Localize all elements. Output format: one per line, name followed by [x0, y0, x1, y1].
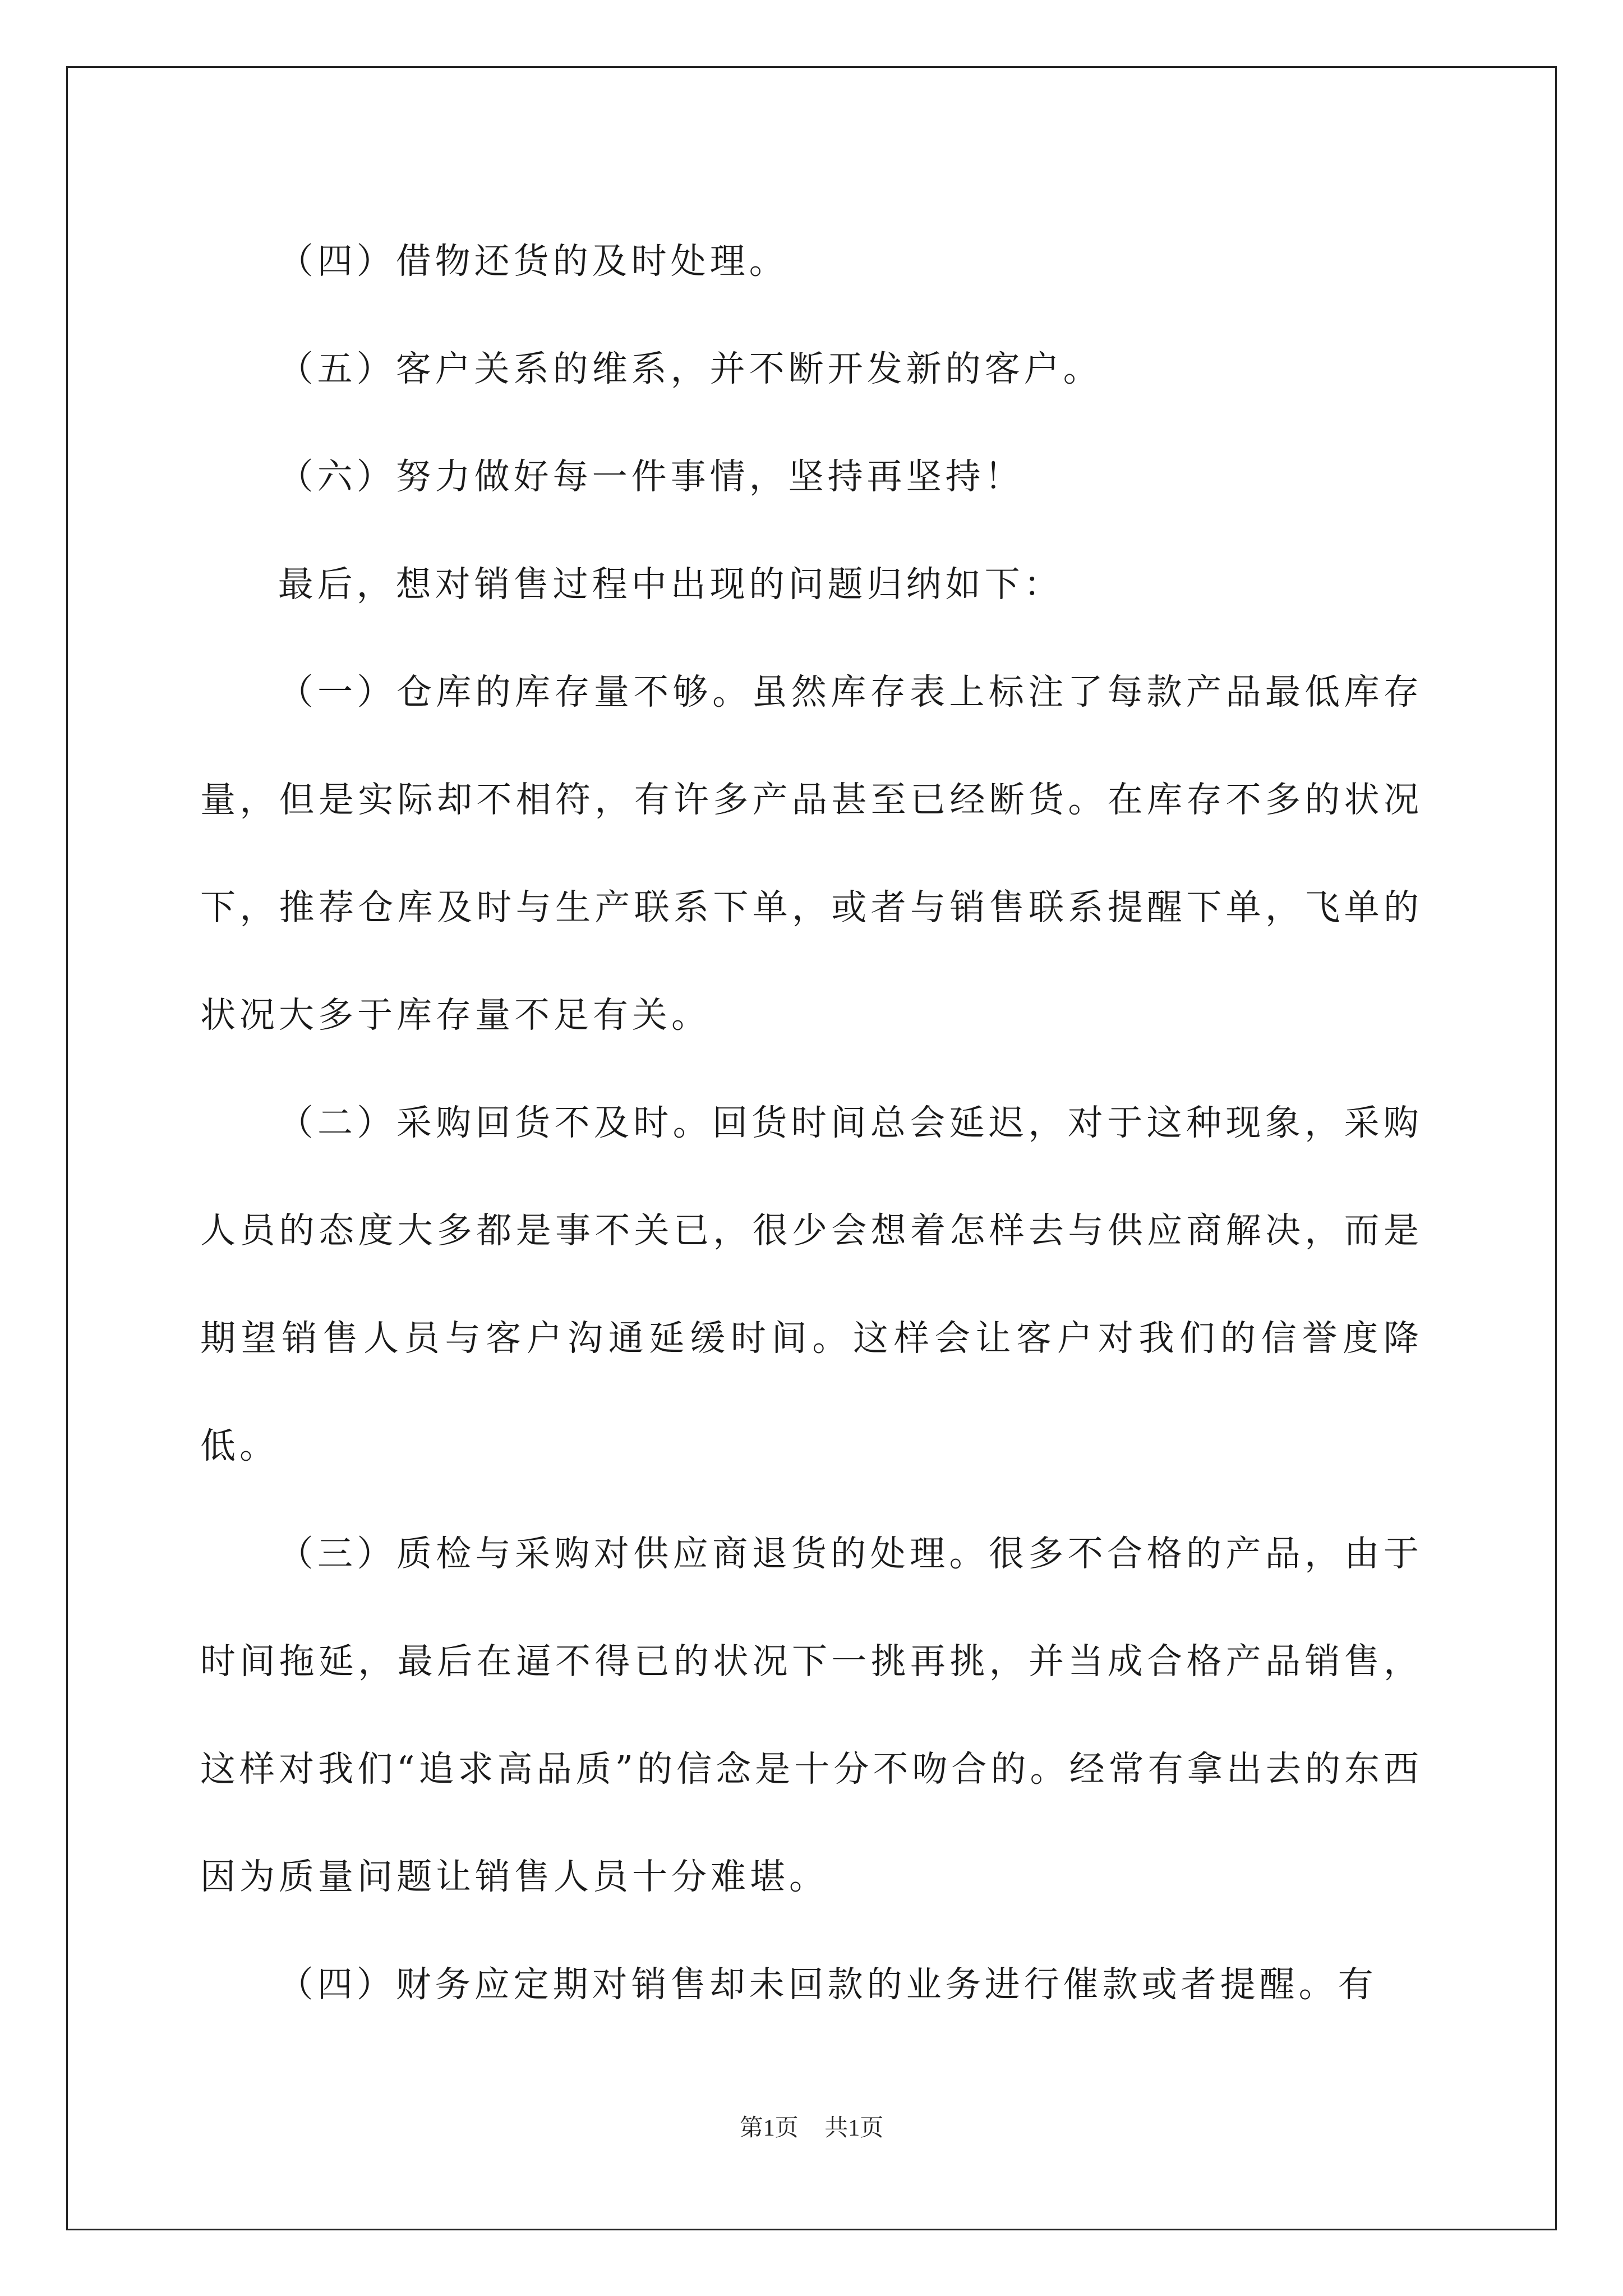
document-body	[200, 208, 1423, 2039]
paragraph: （四）借物还货的及时处理。	[278, 241, 789, 282]
paragraph: 最后，想对销售过程中出现的问题归纳如下：	[278, 564, 1063, 605]
paragraph: （五）客户关系的维系，并不断开发新的客户。	[278, 348, 1103, 389]
page-total: 共1页	[824, 2115, 884, 2141]
paragraph: （二）采购回货不及时。回货时间总会延迟，对于这种现象，采购人员的态度大多都是事不关已，很少会想着怎样去与供应商解决，而是期望销售人员与客户沟通延缓时间。这样会让客户对我们的信誉度降低。	[200, 1102, 1423, 1466]
paragraph: （六）努力做好每一件事情，坚持再坚持！	[278, 456, 1024, 497]
paragraph: （四）财务应定期对销售却未回款的业务进行催款或者提醒。有	[278, 1964, 1377, 2005]
paragraph: （三）质检与采购对供应商退货的处理。很多不合格的产品，由于时间拖延，最后在逼不得已的状况下一挑再挑，并当成合格产品销售，这样对我们“追求高品质”的信念是十分不吻合的。经常有拿出去的东西因为质量问题让销售人员十分难堪。	[200, 1533, 1423, 1897]
page-number: 第1页	[739, 2115, 799, 2141]
paragraph: （一）仓库的库存量不够。虽然库存表上标注了每款产品最低库存量，但是实际却不相符，有许多产品甚至已经断货。在库存不多的状况下，推荐仓库及时与生产联系下单，或者与销售联系提醒下单，飞单的状况大多于库存量不足有关。	[200, 671, 1423, 1036]
page-footer	[0, 2109, 1623, 2143]
